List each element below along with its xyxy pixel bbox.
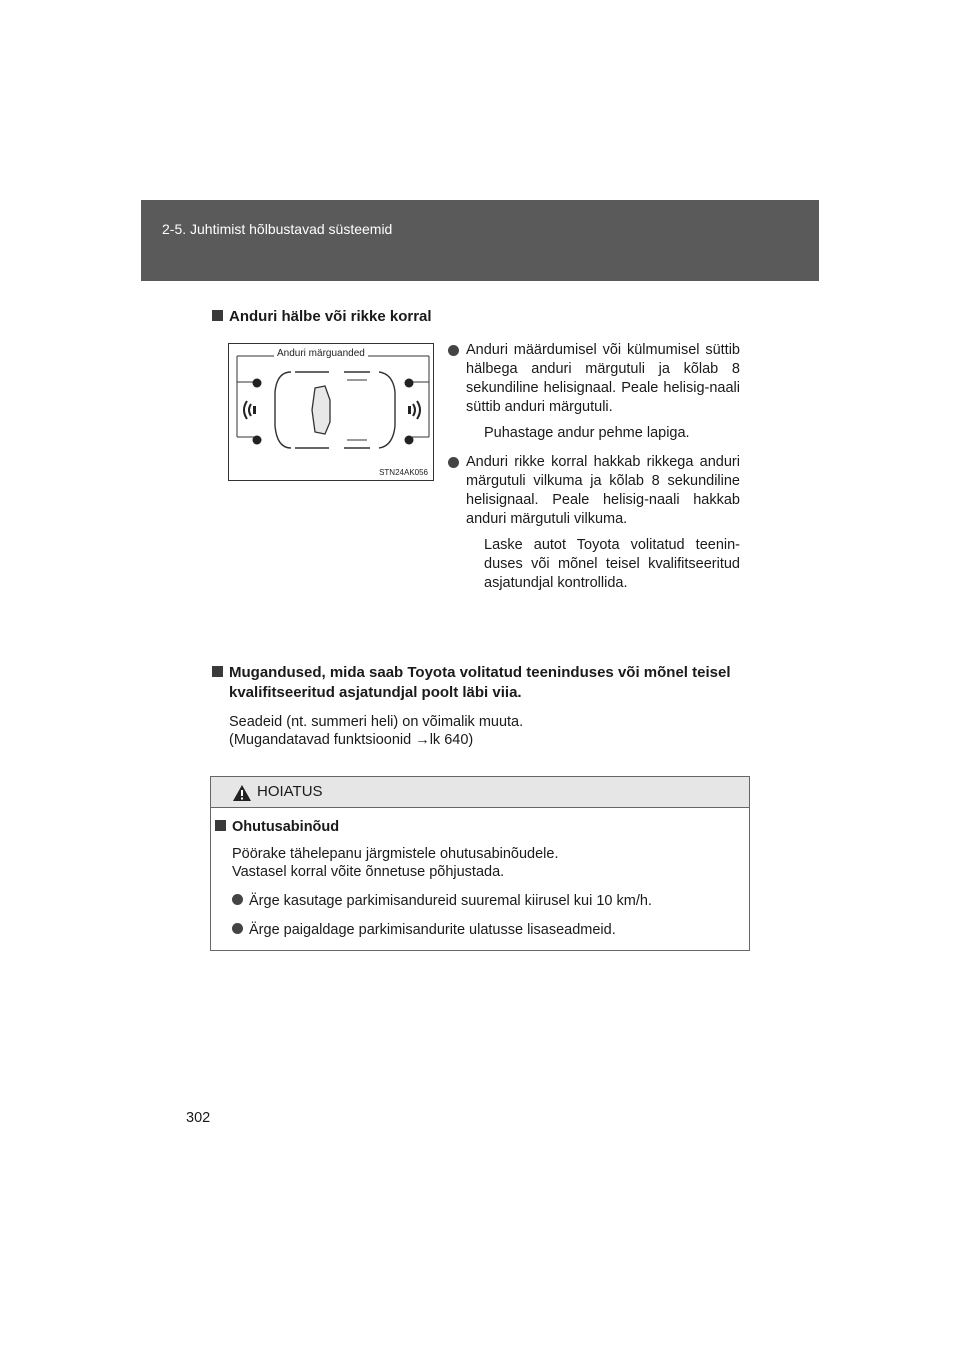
list-item: Anduri rikke korral hakkab rikkega anduri märgutuli vilkuma ja kõlab 8 sekundiline helisignaal. Peale helisig-naali hakkab anduri märgutuli vilkuma. [448, 453, 740, 529]
figure-code: STN24AK056 [379, 468, 428, 477]
sensor-indicator-figure [228, 343, 434, 481]
bullet-dot-icon [232, 894, 243, 905]
customization-section [212, 663, 742, 749]
warning-header [211, 777, 749, 808]
list-item: Ärge kasutage parkimisandureid suuremal kiirusel kui 10 km/h. [215, 893, 749, 909]
list-item: Anduri määrdumisel või külmumisel süttib hälbega anduri märgutuli ja kõlab 8 sekundiline helisignaal. Peale helisig-naali süttib anduri märgutuli. [448, 341, 740, 417]
indicator-dot [405, 436, 414, 445]
square-bullet-icon [212, 666, 223, 677]
page-reference-link[interactable]: (Mugandatavad funktsioonid →lk 640) [229, 732, 474, 748]
section-heading-sensor-fault: Anduri hälbe või rikke korral [212, 308, 432, 325]
bullet-dot-icon [448, 457, 459, 468]
square-bullet-icon [215, 820, 226, 831]
section-heading-customization: Mugandused, mida saab Toyota volitatud teeninduses või mõnel teisel kvalifitseeritud asjatundjal poolt läbi viia. [212, 663, 742, 703]
page-number: 302 [186, 1110, 211, 1126]
warning-box [210, 776, 750, 951]
warning-title: HOIATUS [257, 783, 323, 800]
warning-triangle-icon [232, 784, 252, 802]
bullet-dot-icon [232, 923, 243, 934]
action-text: Puhastage andur pehme lapiga. [484, 425, 690, 441]
indicator-dot [405, 379, 414, 388]
warning-text: Pöörake tähelepanu järgmistele ohutusabinõudele. Vastasel korral võite õnnetuse põhjustada. [232, 846, 559, 880]
list-item: Ärge paigaldage parkimisandurite ulatusse lisaseadmeid. [215, 922, 749, 938]
indicator-dot [253, 379, 262, 388]
action-text: Laske autot Toyota volitatud teenin-duses või mõnel teisel kvalifitseeritud asjatundjal kontrollida. [484, 537, 740, 591]
bullet-dot-icon [448, 345, 459, 356]
chapter-title: 2-5. Juhtimist hõlbustavad süsteemid [162, 221, 393, 237]
figure-label: Anduri märguanded [274, 348, 368, 359]
chapter-header [141, 200, 819, 281]
indicator-dot [253, 436, 262, 445]
square-bullet-icon [212, 310, 223, 321]
car-sensor-diagram [229, 344, 433, 480]
warning-subheading: Ohutusabinõud [215, 819, 749, 835]
fault-bullet-list [448, 341, 740, 603]
warning-body [211, 808, 749, 938]
customization-body: Seadeid (nt. summeri heli) on võimalik muuta. (Mugandatavad funktsioonid →lk 640) [212, 713, 742, 749]
